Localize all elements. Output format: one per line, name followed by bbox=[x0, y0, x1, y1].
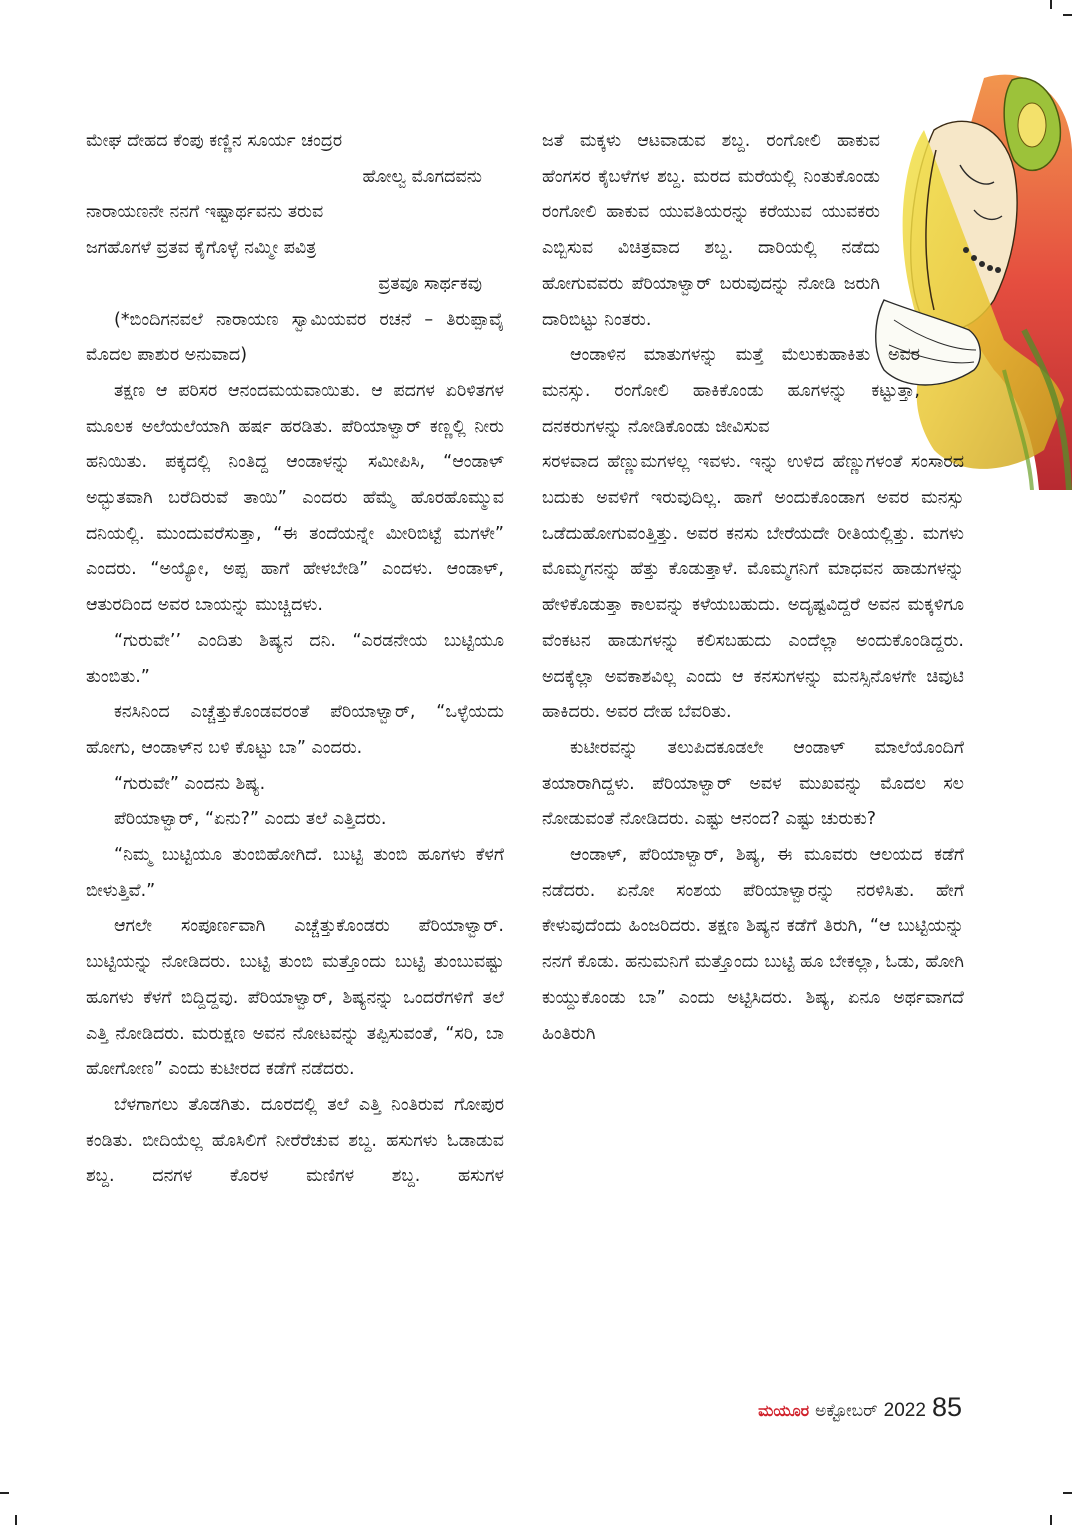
paragraph: ಸರಳವಾದ ಹೆಣ್ಣುಮಗಳಲ್ಲ ಇವಳು. ಇನ್ನು ಉಳಿದ ಹೆಣ್ಣುಗಳಂತೆ ಸಂಸಾರದ ಬದುಕು ಅವಳಿಗೆ ಇರುವುದಿಲ್ಲ. ಹಾಗೆ ಅಂದುಕೊಂಡಾಗ ಅವರ ಮನಸ್ಸು ಒಡೆದುಹೋಗುವಂತ್ತಿತ್ತು. ಅವರ ಕನಸು ಬೇರೆಯದೇ ರೀತಿಯಲ್ಲಿತ್ತು. ಮಗಳು ಮೊಮ್ಮಗನನ್ನು ಹೆತ್ತು ಕೊಡುತ್ತಾಳೆ. ಮೊಮ್ಮಗನಿಗೆ ಮಾಧವನ ಹಾಡುಗಳನ್ನು ಹೇಳಿಕೊಡುತ್ತಾ ಕಾಲವನ್ನು ಕಳೆಯಬಹುದು. ಅದೃಷ್ಟವಿದ್ದರೆ ಅವನ ಮಕ್ಕಳಿಗೂ ವೆಂಕಟನ ಹಾಡುಗಳನ್ನು ಕಲಿಸಬಹುದು ಎಂದೆಲ್ಲಾ ಅಂದುಕೊಂಡಿದ್ದರು. ಅದಕ್ಕೆಲ್ಲಾ ಅವಕಾಶವಿಲ್ಲ ಎಂದು ಆ ಕನಸುಗಳನ್ನು ಮನಸ್ಸಿನೊಳಗೇ ಚಿವುಟಿ ಹಾಕಿದರು. ಅವರ ದೇಹ ಬೆವರಿತು. bbox=[542, 452, 964, 723]
paragraph: “ನಿಮ್ಮ ಬುಟ್ಟಿಯೂ ತುಂಬಿಹೋಗಿದೆ. ಬುಟ್ಟಿ ತುಂಬಿ ಹೂಗಳು ಕೆಳಗೆ ಬೀಳುತ್ತಿವೆ.” bbox=[86, 845, 504, 901]
paragraph: ಆಗಲೇ ಸಂಪೂರ್ಣವಾಗಿ ಎಚ್ಚೆತ್ತುಕೊಂಡರು ಪೆರಿಯಾಳ್ವಾರ್. ಬುಟ್ಟಿಯನ್ನು ನೋಡಿದರು. ಬುಟ್ಟಿ ತುಂಬಿ ಮತ್ತೊಂದು ಬುಟ್ಟಿ ತುಂಬುವಷ್ಟು ಹೂಗಳು ಕೆಳಗೆ ಬಿದ್ದಿದ್ದವು. ಪೆರಿಯಾಳ್ವಾರ್, ಶಿಷ್ಯನನ್ನು ಒಂದರೆಗಳಿಗೆ ತಲೆ ಎತ್ತಿ ನೋಡಿದರು. ಮರುಕ್ಷಣ ಅವನ ನೋಟವನ್ನು ತಪ್ಪಿಸುವಂತೆ, “ಸರಿ, ಬಾ ಹೋಗೋಣ” ಎಂದು ಕುಟೀರದ ಕಡೆಗೆ ನಡೆದರು. bbox=[86, 916, 504, 1080]
paragraph: ಆಂಡಾಳ್, ಪೆರಿಯಾಳ್ವಾರ್, ಶಿಷ್ಯ, ಈ ಮೂವರು ಆಲಯದ ಕಡೆಗೆ ನಡೆದರು. ಏನೋ ಸಂಶಯ ಪೆರಿಯಾಳ್ವಾರನ್ನು ನರಳಿಸಿತು. ಹೇಗೆ ಕೇಳುವುದೆಂದು ಹಿಂಜರಿದರು. ತಕ್ಷಣ ಶಿಷ್ಯನ ಕಡೆಗೆ ತಿರುಗಿ, “ಆ ಬುಟ್ಟಿಯನ್ನು ನನಗೆ ಕೊಡು. ಹನುಮನಿಗೆ ಮತ್ತೊಂದು ಬುಟ್ಟಿ ಹೂ ಬೇಕಲ್ಲಾ, ಓಡು, ಹೋಗಿ ಕುಯ್ದುಕೊಂಡು ಬಾ” ಎಂದು ಅಟ್ಟಿಸಿದರು. ಶಿಷ್ಯ, ಏನೂ ಅರ್ಥವಾಗದೆ ಹಿಂತಿರುಗಿ bbox=[542, 845, 964, 1044]
magazine-name: ಮಯೂರ bbox=[758, 1401, 810, 1420]
crop-mark bbox=[1063, 14, 1072, 16]
crop-mark bbox=[1050, 1515, 1052, 1525]
crop-mark bbox=[15, 1515, 17, 1525]
paragraph: ಜತೆ ಮಕ್ಕಳು ಆಟವಾಡುವ ಶಬ್ದ. ರಂಗೋಲಿ ಹಾಕುವ ಹೆಂಗಸರ ಕೈಬಳೆಗಳ ಶಬ್ದ. ಮರದ ಮರೆಯಲ್ಲಿ ನಿಂತುಕೊಂಡು ರಂಗೋಲಿ ಹಾಕುವ ಯುವತಿಯರನ್ನು ಕರೆಯುವ ಯುವಕರು ಎಬ್ಬಿಸುವ ವಿಚಿತ್ರವಾದ ಶಬ್ದ. ದಾರಿಯಲ್ಲಿ ನಡೆದು ಹೋಗುವವರು ಪೆರಿಯಾಳ್ವಾರ್ ಬರುವುದನ್ನು ನೋಡಿ ಜರುಗಿ ದಾರಿಬಿಟ್ಟು ನಿಂತರು. bbox=[542, 131, 880, 330]
paragraph: ಜಗಹೊಗಳೆ ವ್ರತವ ಕೈಗೊಳ್ಳೆ ನಮ್ಮೀ ಪವಿತ್ರ bbox=[86, 238, 317, 259]
paragraph: ವ್ರತವೂ ಸಾರ್ಥಕವು bbox=[378, 273, 482, 294]
paragraph: ಕನಸಿನಿಂದ ಎಚ್ಚೆತ್ತುಕೊಂಡವರಂತೆ ಪೆರಿಯಾಳ್ವಾರ್, “ಒಳ್ಳೆಯದು ಹೋಗು, ಆಂಡಾಳ್‌ನ ಬಳಿ ಕೊಟ್ಟು ಬಾ” ಎಂದರು. bbox=[86, 702, 504, 758]
issue-month: ಅಕ್ಟೋಬರ್ bbox=[815, 1401, 878, 1421]
paragraph: ಕುಟೀರವನ್ನು ತಲುಪಿದಕೂಡಲೇ ಆಂಡಾಳ್ ಮಾಲೆಯೊಂದಿಗೆ ತಯಾರಾಗಿದ್ದಳು. ಪೆರಿಯಾಳ್ವಾರ್ ಅವಳ ಮುಖವನ್ನು ಮೊದಲ ಸಲ ನೋಡುವಂತೆ ನೋಡಿದರು. ಎಷ್ಟು ಆನಂದ? ಎಷ್ಟು ಚುರುಕು? bbox=[542, 737, 964, 830]
left-column bbox=[86, 124, 504, 1195]
crop-mark bbox=[1063, 1492, 1072, 1494]
paragraph: ಆಂಡಾಳಿನ ಮಾತುಗಳನ್ನು ಮತ್ತೆ ಮೆಲುಕುಹಾಕಿತು ಅವರ ಮನಸ್ಸು. ರಂಗೋಲಿ ಹಾಕಿಕೊಂಡು ಹೂಗಳನ್ನು ಕಟ್ಟುತ್ತಾ, ದನಕರುಗಳನ್ನು ನೋಡಿಕೊಂಡು ಜೀವಿಸುವ bbox=[542, 345, 920, 437]
paragraph: (*ಬಿಂದಿಗನವಲೆ ನಾರಾಯಣ ಸ್ವಾಮಿಯವರ ರಚನೆ – ತಿರುಪ್ಪಾವೈ ಮೊದಲ ಪಾಶುರ ಅನುವಾದ) bbox=[86, 309, 504, 366]
paragraph: ನಾರಾಯಣನೇ ನನಗೆ ಇಷ್ಟಾರ್ಥವನು ತರುವ bbox=[86, 202, 324, 223]
paragraph: “ಗುರುವೇ” ಎಂದನು ಶಿಷ್ಯ. bbox=[114, 773, 266, 794]
paragraph: “ಗುರುವೇ’’ ಎಂದಿತು ಶಿಷ್ಯನ ದನಿ. “ಎರಡನೇಯ ಬುಟ್ಟಿಯೂ ತುಂಬಿತು.” bbox=[86, 630, 504, 687]
paragraph: ಮೇಘ ದೇಹದ ಕೆಂಪು ಕಣ್ಣಿನ ಸೂರ್ಯ ಚಂದ್ರರ bbox=[86, 131, 343, 151]
paragraph: ಪೆರಿಯಾಳ್ವಾರ್, “ಏನು?” ಎಂದು ತಲೆ ಎತ್ತಿದರು. bbox=[114, 809, 387, 830]
crop-mark bbox=[1050, 0, 1052, 9]
paragraph: ಹೋಲ್ವ ಮೊಗದವನು bbox=[362, 166, 482, 187]
paragraph: ತಕ್ಷಣ ಆ ಪರಿಸರ ಆನಂದಮಯವಾಯಿತು. ಆ ಪದಗಳ ಏರಿಳಿತಗಳ ಮೂಲಕ ಅಲೆಯಲೆಯಾಗಿ ಹರ್ಷ ಹರಡಿತು. ಪೆರಿಯಾಳ್ವಾರ್ ಕಣ್ಣಲ್ಲಿ ನೀರು ಹನಿಯಿತು. ಪಕ್ಕದಲ್ಲಿ ನಿಂತಿದ್ದ ಆಂಡಾಳನ್ನು ಸಮೀಪಿಸಿ, “ಆಂಡಾಳ್ ಅದ್ಭುತವಾಗಿ ಬರೆದಿರುವೆ ತಾಯಿ” ಎಂದರು ಹೆಮ್ಮೆ ಹೊರಹೊಮ್ಮುವ ದನಿಯಲ್ಲಿ. ಮುಂದುವರೆಸುತ್ತಾ, “ಈ ತಂದೆಯನ್ನೇ ಮೀರಿಬಿಟ್ಟೆ ಮಗಳೇ” ಎಂದರು. “ಅಯ್ಯೋ, ಅಪ್ಪ ಹಾಗೆ ಹೇಳಬೇಡಿ” ಎಂದಳು. ಆಂಡಾಳ್, ಆತುರದಿಂದ ಅವರ ಬಾಯನ್ನು ಮುಚ್ಚಿದಳು. bbox=[86, 380, 504, 616]
paragraph: ಬೆಳಗಾಗಲು ತೊಡಗಿತು. ದೂರದಲ್ಲಿ ತಲೆ ಎತ್ತಿ ನಿಂತಿರುವ ಗೋಪುರ ಕಂಡಿತು. ಬೀದಿಯೆಲ್ಲ ಹೊಸಿಲಿಗೆ ನೀರೆರೆಚುವ ಶಬ್ದ. ಹಸುಗಳು ಓಡಾಡುವ ಶಬ್ದ. ದನಗಳ ಕೊರಳ ಮಣಿಗಳ ಶಬ್ದ. ಹಸುಗಳ bbox=[86, 1094, 504, 1187]
page-footer bbox=[758, 1392, 962, 1423]
crop-mark bbox=[0, 1492, 9, 1494]
page-number: 85 bbox=[931, 1392, 962, 1422]
right-column bbox=[542, 124, 964, 1052]
issue-year: 2022 bbox=[883, 1400, 926, 1421]
